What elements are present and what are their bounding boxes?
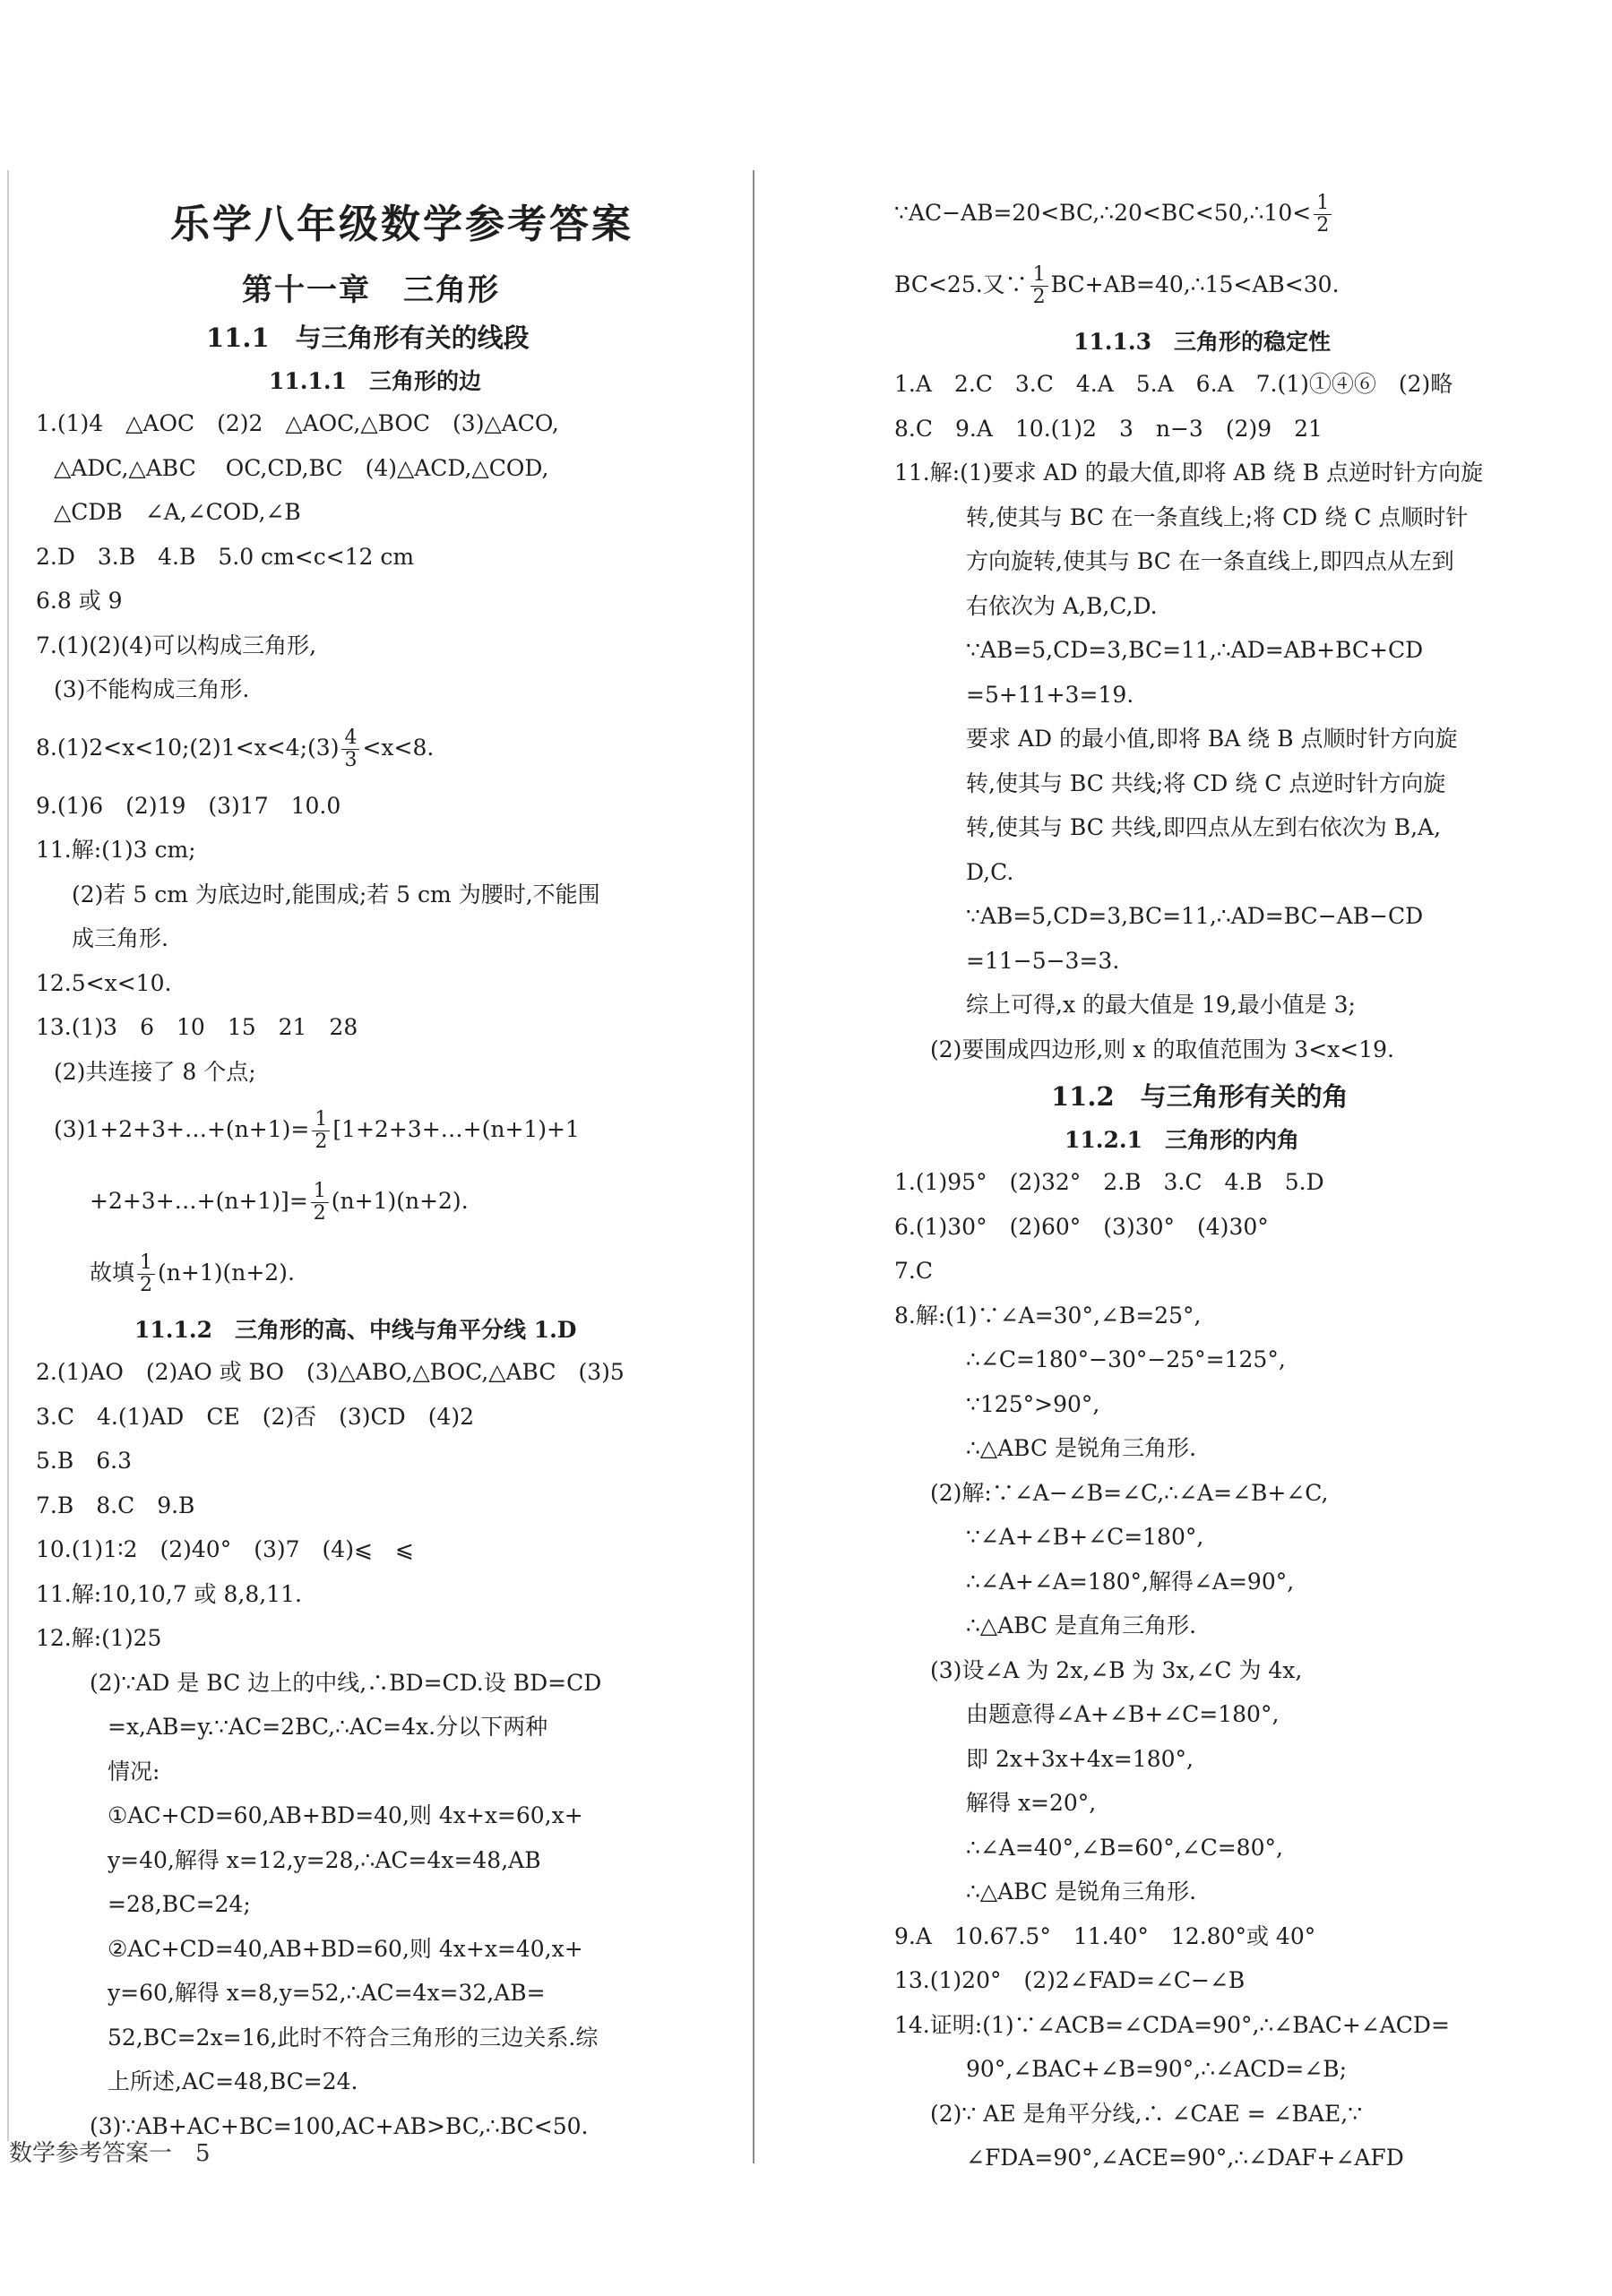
answer-line: 情况: (108, 1758, 160, 1784)
answer-line (36, 1165, 735, 1237)
answer-line: 11.解:(1)3 cm; (36, 837, 196, 863)
answer-line: (2)∵AD 是 BC 边上的中线,∴BD=CD.设 BD=CD (90, 1669, 602, 1696)
answer-line: =11−5−3=3. (966, 947, 1120, 974)
denominator: 2 (315, 1131, 328, 1153)
answer-line: 9.(1)6 (2)19 (3)17 10.0 (36, 792, 341, 819)
subsection-heading: 11.2.1 三角形的内角 (1065, 1127, 1299, 1153)
answer-line: y=60,解得 x=8,y=52,∴AC=4x=32,AB= (108, 1980, 546, 2006)
answer-line: 6.8 或 9 (36, 588, 123, 614)
answer-line: =28,BC=24; (108, 1891, 251, 1917)
answer-line: ∴△ABC 是直角三角形. (966, 1612, 1197, 1638)
subsection-heading: 11.1.3 三角形的稳定性 (1073, 329, 1331, 355)
text-part: +2+3+…+(n+1)]= (90, 1188, 308, 1214)
answer-line: 11.解:(1)要求 AD 的最大值,即将 AB 绕 B 点逆时针方向旋 (894, 460, 1484, 486)
answer-line: 综上可得,x 的最大值是 19,最小值是 3; (966, 992, 1356, 1018)
numerator: 4 (341, 727, 359, 750)
answer-line: ∵∠A+∠B+∠C=180°, (966, 1524, 1204, 1550)
answer-line: △ADC,△ABC OC,CD,BC (4)△ACD,△COD, (54, 454, 549, 481)
answer-line: (2)共连接了 8 个点; (54, 1058, 256, 1085)
answer-line: 转,使其与 BC 共线;将 CD 绕 C 点逆时针方向旋 (966, 770, 1446, 796)
numerator: 1 (1030, 264, 1048, 287)
answer-line: ②AC+CD=40,AB+BD=60,则 4x+x=40,x+ (108, 1935, 583, 1962)
answer-line: ∴∠A+∠A=180°,解得∠A=90°, (966, 1568, 1295, 1595)
answer-line: (2)解:∵∠A−∠B=∠C,∴∠A=∠B+∠C, (930, 1479, 1329, 1506)
answer-line: 7.C (894, 1258, 933, 1284)
numerator: 1 (137, 1252, 155, 1275)
answer-line: (2)若 5 cm 为底边时,能围成;若 5 cm 为腰时,不能围 (72, 881, 600, 907)
answer-line: 12.5<x<10. (36, 969, 172, 996)
answer-line: 13.(1)20° (2)2∠FAD=∠C−∠B (894, 1967, 1246, 1993)
text-part: 故填 (90, 1260, 135, 1286)
answer-line: 转,使其与 BC 共线,即四点从左到右依次为 B,A, (966, 814, 1442, 840)
fraction (1314, 193, 1332, 236)
denominator: 3 (344, 748, 358, 771)
text-part: [1+2+3+…+(n+1)+1 (332, 1116, 580, 1142)
answer-line: 右依次为 A,B,C,D. (966, 592, 1158, 619)
answer-line (36, 1237, 735, 1309)
text-part: (n+1)(n+2). (158, 1260, 295, 1286)
fraction (1030, 264, 1048, 308)
fraction (137, 1252, 155, 1296)
answer-line: 90°,∠BAC+∠B=90°,∴∠ACD=∠B; (966, 2056, 1347, 2082)
answer-line: ∠FDA=90°,∠ACE=90°,∴∠DAF+∠AFD (966, 2145, 1404, 2171)
fraction (312, 1109, 330, 1153)
answer-line: ∴△ABC 是锐角三角形. (966, 1879, 1197, 1905)
answer-line: (3)∵AB+AC+BC=100,AC+AB>BC,∴BC<50. (90, 2112, 589, 2139)
denominator: 2 (140, 1274, 153, 1296)
page-edge-line (7, 170, 9, 2141)
answer-line: 成三角形. (72, 925, 168, 951)
answer-line: 5.B 6.3 (36, 1448, 132, 1474)
section-heading: 11.2 与三角形有关的角 (1051, 1081, 1349, 1112)
answer-line: (3)不能构成三角形. (54, 676, 250, 702)
answer-line: ①AC+CD=60,AB+BD=40,则 4x+x=60,x+ (108, 1802, 583, 1828)
answer-line: 7.B 8.C 9.B (36, 1492, 195, 1518)
text-part: BC<25.又∵ (894, 271, 1028, 297)
denominator: 2 (313, 1202, 326, 1225)
text-part: (n+1)(n+2). (331, 1188, 469, 1214)
answer-line: 11.解:10,10,7 或 8,8,11. (36, 1580, 302, 1607)
answer-line: 3.C 4.(1)AD CE (2)否 (3)CD (4)2 (36, 1403, 475, 1430)
answer-line: 转,使其与 BC 在一条直线上;将 CD 绕 C 点顺时针 (966, 503, 1469, 530)
text-part: BC+AB=40,∴15<AB<30. (1050, 271, 1340, 297)
page-title: 乐学八年级数学参考答案 (170, 202, 634, 247)
answer-line: 13.(1)3 6 10 15 21 28 (36, 1014, 358, 1040)
answer-line: 8.C 9.A 10.(1)2 3 n−3 (2)9 21 (894, 415, 1323, 442)
left-column (36, 177, 735, 2148)
text-part: <x<8. (362, 734, 435, 761)
column-divider (753, 170, 754, 2163)
numerator: 1 (1314, 193, 1332, 215)
text-part: 8.(1)2<x<10;(2)1<x<4;(3) (36, 734, 340, 761)
answer-line: 由题意得∠A+∠B+∠C=180°, (966, 1701, 1280, 1727)
answer-line: 7.(1)(2)(4)可以构成三角形, (36, 632, 317, 658)
answer-line (36, 712, 735, 784)
page-footer: 数学参考答案一 5 (9, 2140, 211, 2167)
answer-line: 14.证明:(1)∵∠ACB=∠CDA=90°,∴∠BAC+∠ACD= (894, 2011, 1450, 2038)
answer-line: 6.(1)30° (2)60° (3)30° (4)30° (894, 1213, 1269, 1240)
answer-line: ∴∠A=40°,∠B=60°,∠C=80°, (966, 1834, 1283, 1861)
numerator: 1 (312, 1109, 330, 1131)
answer-line: 要求 AD 的最小值,即将 BA 绕 B 点顺时针方向旋 (966, 726, 1458, 752)
numerator: 1 (311, 1181, 329, 1203)
answer-line: 2.D 3.B 4.B 5.0 cm<c<12 cm (36, 543, 415, 570)
answer-line: =5+11+3=19. (966, 681, 1134, 708)
answer-line: 解得 x=20°, (966, 1790, 1097, 1816)
section-heading: 11.1 与三角形有关的线段 (206, 322, 530, 353)
answer-line: 8.解:(1)∵∠A=30°,∠B=25°, (894, 1302, 1202, 1329)
denominator: 2 (1316, 214, 1330, 236)
answer-line: 上所述,AC=48,BC=24. (108, 2068, 358, 2094)
text-part: ∵AC−AB=20<BC,∴20<BC<50,∴10< (894, 200, 1312, 226)
answer-line: 即 2x+3x+4x=180°, (966, 1745, 1194, 1772)
answer-line: 1.(1)4 △AOC (2)2 △AOC,△BOC (3)△ACO, (36, 410, 559, 436)
answer-line: ∴△ABC 是锐角三角形. (966, 1435, 1197, 1461)
fraction (311, 1181, 329, 1225)
answer-line (36, 1094, 735, 1165)
answer-line: △CDB ∠A,∠COD,∠B (54, 499, 301, 525)
answer-line: 9.A 10.67.5° 11.40° 12.80°或 40° (894, 1922, 1316, 1949)
answer-line: 2.(1)AO (2)AO 或 BO (3)△ABO,△BOC,△ABC (3)5 (36, 1359, 625, 1385)
answer-line: y=40,解得 x=12,y=28,∴AC=4x=48,AB (108, 1846, 541, 1873)
subsection-heading: 11.1.2 三角形的高、中线与角平分线 1.D (134, 1317, 577, 1343)
answer-line: 方向旋转,使其与 BC 在一条直线上,即四点从左到 (966, 548, 1454, 574)
answer-line (894, 177, 1602, 249)
answer-line: ∵AB=5,CD=3,BC=11,∴AD=BC−AB−CD (966, 903, 1424, 929)
answer-line: (2)∵ AE 是角平分线,∴ ∠CAE = ∠BAE,∵ (930, 2100, 1363, 2127)
answer-line: 1.A 2.C 3.C 4.A 5.A 6.A 7.(1)①④⑥ (2)略 (894, 371, 1453, 397)
answer-line: =x,AB=y.∵AC=2BC,∴AC=4x.分以下两种 (108, 1714, 548, 1740)
text-part: (3)1+2+3+…+(n+1)= (54, 1116, 310, 1142)
denominator: 2 (1032, 286, 1046, 308)
answer-line: ∴∠C=180°−30°−25°=125°, (966, 1346, 1286, 1372)
answer-line: 10.(1)1∶2 (2)40° (3)7 (4)⩽ ⩽ (36, 1536, 414, 1562)
answer-line: 1.(1)95° (2)32° 2.B 3.C 4.B 5.D (894, 1169, 1324, 1195)
answer-line (894, 249, 1602, 321)
answer-line: 12.解:(1)25 (36, 1625, 162, 1651)
answer-line: (2)要围成四边形,则 x 的取值范围为 3<x<19. (930, 1036, 1394, 1062)
answer-line: 52,BC=2x=16,此时不符合三角形的三边关系.综 (108, 2024, 599, 2051)
answer-line: (3)设∠A 为 2x,∠B 为 3x,∠C 为 4x, (930, 1656, 1303, 1683)
chapter-heading: 第十一章 三角形 (242, 272, 500, 308)
answer-line: D,C. (966, 858, 1014, 885)
answer-line: ∵125°>90°, (966, 1390, 1100, 1417)
right-column (894, 177, 1602, 2180)
answer-line: ∵AB=5,CD=3,BC=11,∴AD=AB+BC+CD (966, 637, 1424, 663)
subsection-heading: 11.1.1 三角形的边 (269, 368, 481, 394)
fraction (341, 727, 359, 771)
